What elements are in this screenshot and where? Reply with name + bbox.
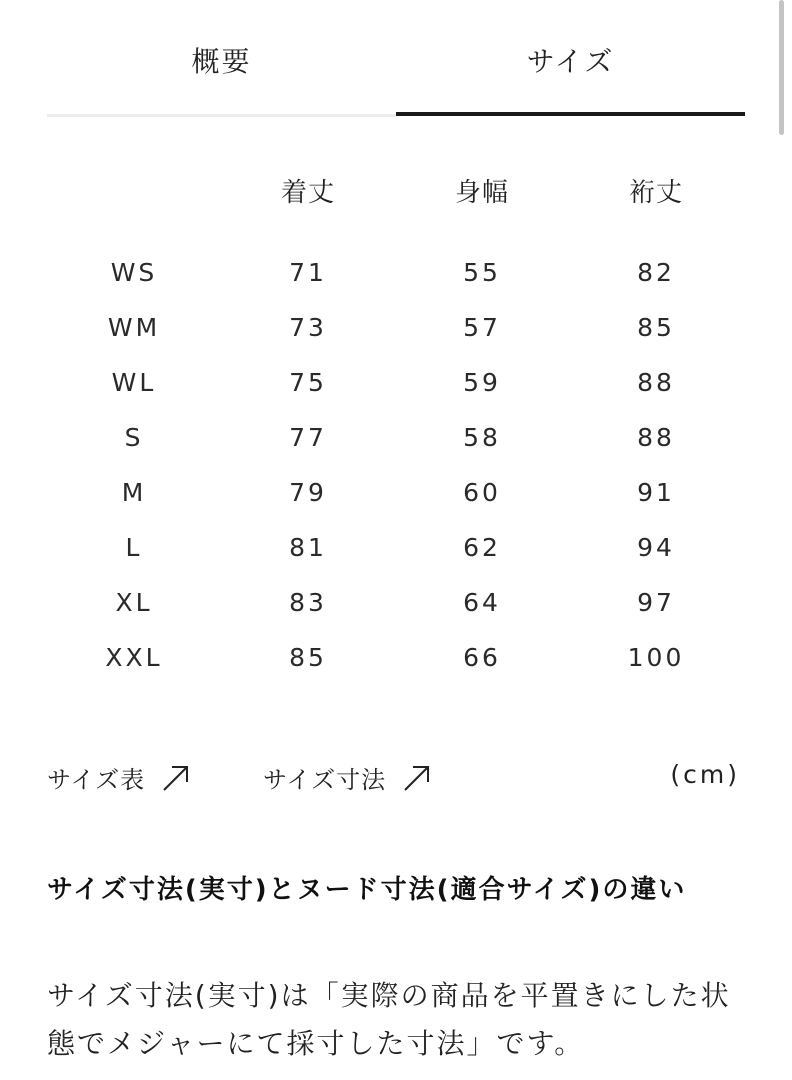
size-label: XL	[115, 588, 153, 617]
scrollbar[interactable]	[779, 0, 784, 135]
unit-label: (cm)	[670, 760, 740, 789]
table-cell: 82	[637, 258, 675, 287]
arrow-up-right-icon	[161, 763, 191, 793]
table-cell: 100	[627, 643, 685, 672]
table-cell: 81	[289, 533, 327, 562]
size-chart-link-label: サイズ表	[47, 766, 146, 794]
size-chart-link[interactable]	[47, 760, 191, 795]
table-cell: 64	[463, 588, 501, 617]
table-cell: 79	[289, 478, 327, 507]
table-cell: 58	[463, 423, 501, 452]
size-difference-heading: サイズ寸法(実寸)とヌード寸法(適合サイズ)の違い	[47, 875, 687, 905]
table-cell: 71	[289, 258, 327, 287]
tab-bar	[47, 0, 745, 118]
table-cell: 91	[637, 478, 675, 507]
column-header-length: 着丈	[280, 178, 336, 208]
table-cell: 97	[637, 588, 675, 617]
size-measure-link[interactable]	[263, 760, 432, 795]
arrow-up-right-icon	[402, 763, 432, 793]
size-difference-description: サイズ寸法(実寸)は「実際の商品を平置きにした状態でメジャーにて採寸した寸法」です。	[47, 979, 731, 1060]
table-cell: 88	[637, 423, 675, 452]
tab-size[interactable]: サイズ	[526, 45, 615, 78]
size-links-row	[0, 760, 792, 800]
table-cell: 66	[463, 643, 501, 672]
active-tab-indicator	[396, 112, 745, 116]
size-label: M	[121, 478, 147, 507]
size-label: WM	[107, 313, 161, 342]
table-cell: 94	[637, 533, 675, 562]
table-cell: 73	[289, 313, 327, 342]
table-cell: 88	[637, 368, 675, 397]
column-header-sleeve: 裄丈	[628, 178, 684, 208]
table-cell: 60	[463, 478, 501, 507]
table-cell: 85	[289, 643, 327, 672]
table-cell: 55	[463, 258, 501, 287]
size-label: WL	[111, 368, 157, 397]
table-cell: 57	[463, 313, 501, 342]
table-cell: 62	[463, 533, 501, 562]
size-label: L	[125, 533, 143, 562]
table-cell: 59	[463, 368, 501, 397]
table-cell: 85	[637, 313, 675, 342]
table-cell: 83	[289, 588, 327, 617]
table-cell: 75	[289, 368, 327, 397]
table-cell: 77	[289, 423, 327, 452]
tab-divider	[47, 114, 396, 117]
size-label: XXL	[105, 643, 163, 672]
size-label: WS	[110, 258, 158, 287]
size-label: S	[124, 423, 144, 452]
tab-overview[interactable]: 概要	[191, 45, 252, 78]
size-measure-link-label: サイズ寸法	[263, 766, 387, 794]
column-header-width: 身幅	[454, 178, 510, 208]
